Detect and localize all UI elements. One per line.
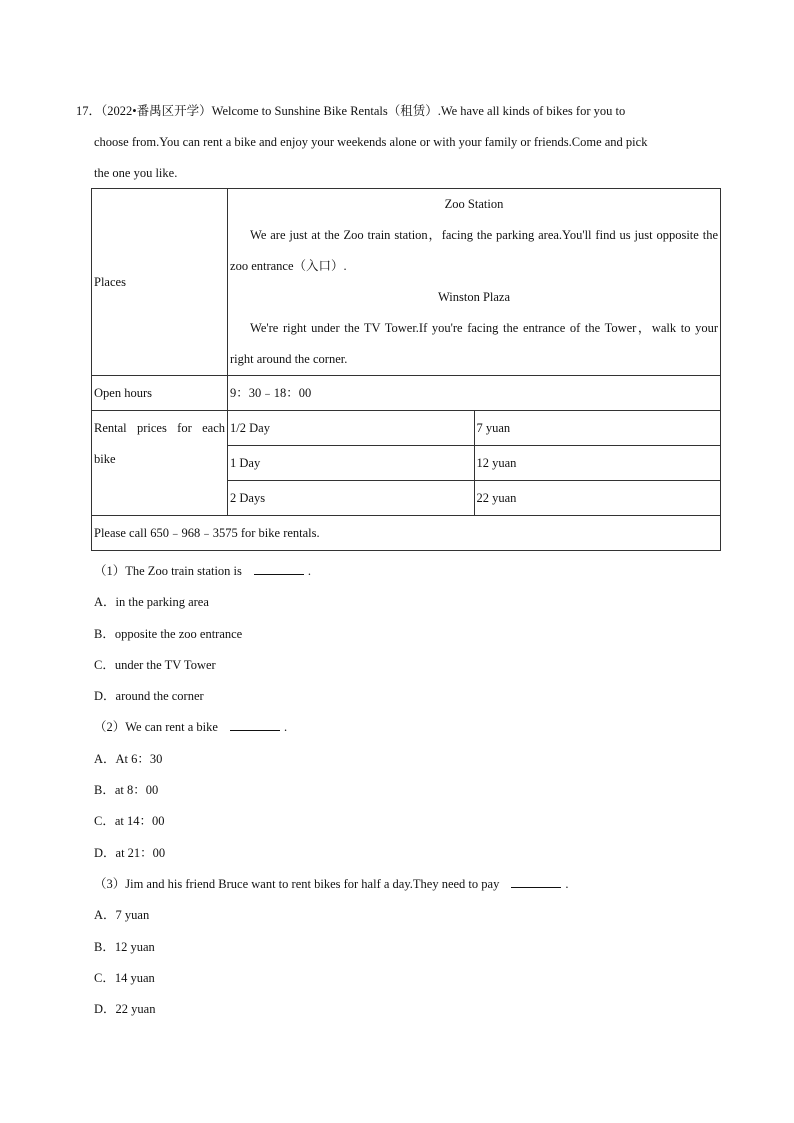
- price-period: 2 Days: [228, 481, 474, 516]
- option: D．22 yuan: [94, 1002, 156, 1017]
- answer-blank: [254, 564, 304, 575]
- price-period: 1 Day: [228, 446, 474, 481]
- option: C．at 14：00: [94, 814, 165, 829]
- open-hours-value: 9：30﹣18：00: [228, 376, 721, 411]
- option: C．14 yuan: [94, 970, 155, 985]
- sub-question-stem: （2）We can rent a bike .: [94, 720, 288, 735]
- option: A．7 yuan: [94, 908, 150, 923]
- intro-line-2: choose from.You can rent a bike and enjoy your weekends alone or with your family or friends.Come and pick: [94, 135, 648, 149]
- price-period: 1/2 Day: [228, 411, 474, 446]
- option: C．under the TV Tower: [94, 657, 216, 672]
- price-value: 7 yuan: [474, 411, 721, 446]
- places-row: [92, 189, 721, 376]
- option: B．at 8：00: [94, 783, 159, 798]
- sub-questions: [94, 556, 714, 1025]
- option: A．in the parking area: [94, 595, 209, 610]
- rental-info-table: [91, 188, 721, 551]
- places-label: Places: [92, 189, 228, 376]
- price-value: 12 yuan: [474, 446, 721, 481]
- zoo-station-title: Zoo Station: [444, 197, 504, 211]
- option: B．opposite the zoo entrance: [94, 626, 243, 641]
- sub-question-stem: （3）Jim and his friend Bruce want to rent bikes for half a day.They need to pay .: [94, 876, 569, 891]
- contact-text: Please call 650﹣968﹣3575 for bike rentals.: [92, 516, 721, 551]
- hours-row: [92, 376, 721, 411]
- option: D．around the corner: [94, 689, 204, 704]
- question-number: 17．: [76, 104, 102, 118]
- intro-line-3: the one you like.: [94, 166, 178, 180]
- option: D．at 21：00: [94, 845, 166, 860]
- sub-question-stem: （1）The Zoo train station is .: [94, 564, 312, 578]
- contact-row: [92, 516, 721, 551]
- price-value: 22 yuan: [474, 481, 721, 516]
- winston-plaza-text: We're right under the TV Tower.If you're facing the entrance of the Tower，walk to your right around the corner.: [230, 321, 718, 366]
- option: B．12 yuan: [94, 939, 155, 954]
- winston-plaza-title: Winston Plaza: [437, 290, 511, 304]
- answer-blank: [511, 877, 561, 888]
- open-hours-label: Open hours: [92, 376, 228, 411]
- intro-line-1: Welcome to Sunshine Bike Rentals（租赁）.We have all kinds of bikes for you to: [211, 104, 626, 118]
- zoo-station-text: We are just at the Zoo train station，facing the parking area.You'll find us just opposite the zoo entrance（入口）.: [230, 228, 718, 273]
- places-cell: [228, 189, 721, 376]
- question-intro: [76, 96, 720, 189]
- option: A．At 6：30: [94, 751, 163, 766]
- rental-prices-label: Rental prices for each bike: [92, 411, 228, 516]
- answer-blank: [230, 720, 280, 731]
- price-row: [92, 411, 721, 446]
- question-source: （2022•番禺区开学）: [101, 104, 212, 118]
